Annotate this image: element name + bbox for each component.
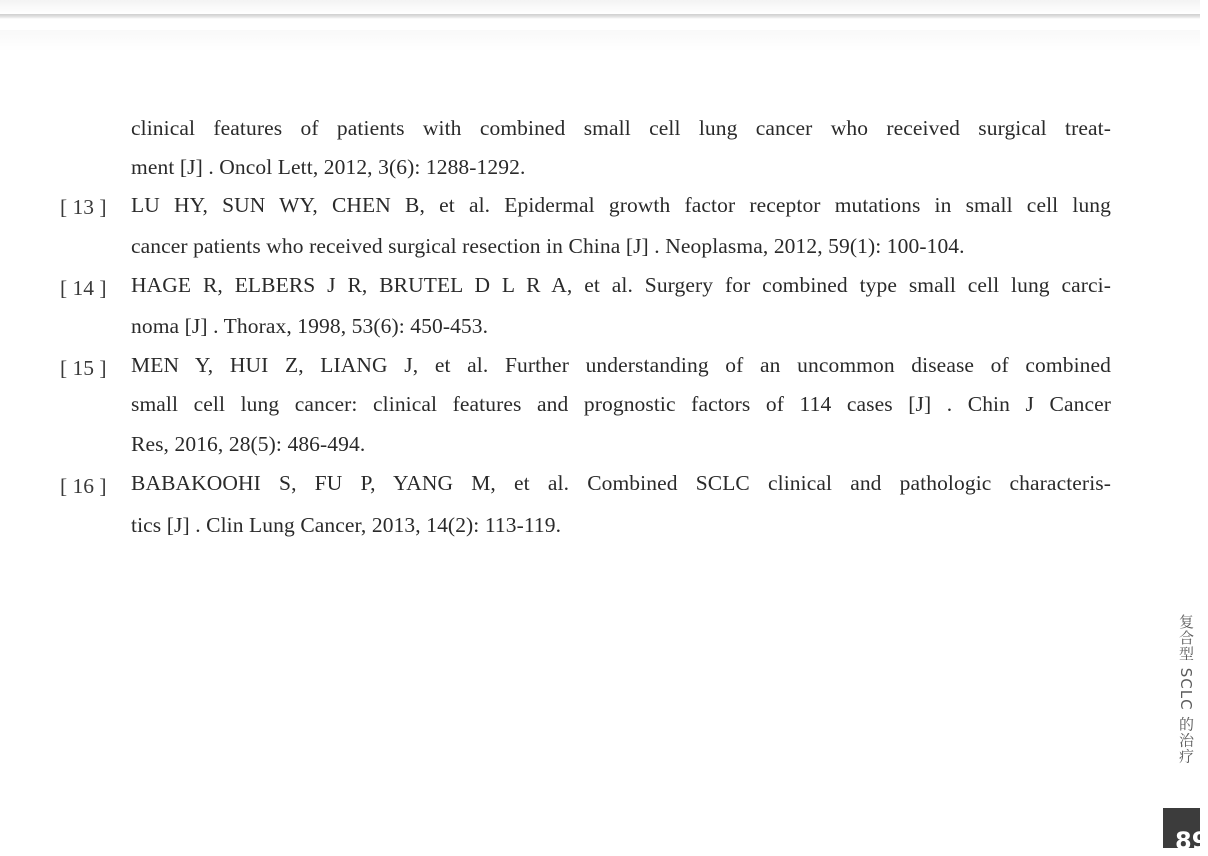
reference-line: HAGE R, ELBERS J R, BRUTEL D L R A, et al. Surgery for combined type small cell lung carci- [131, 273, 1111, 297]
reference-line: ment [J] . Oncol Lett, 2012, 3(6): 1288-1292. [131, 155, 526, 179]
reference-line: Res, 2016, 28(5): 486-494. [131, 432, 366, 456]
chapter-side-title: 复合型 SCLC 的治疗 [1177, 614, 1195, 765]
reference-line: clinical features of patients with combined small cell lung cancer who received surgical treat- [131, 116, 1111, 140]
header-shadow [0, 30, 1200, 52]
page-number: 89 [1175, 827, 1208, 855]
reference-number: [ 16 ] [60, 474, 107, 498]
reference-line: tics [J] . Clin Lung Cancer, 2013, 14(2): 113-119. [131, 513, 562, 537]
reference-number: [ 14 ] [60, 276, 107, 300]
reference-number: [ 15 ] [60, 356, 107, 380]
page-number-tab [1163, 808, 1208, 855]
reference-line: small cell lung cancer: clinical features and prognostic factors of 114 cases [J] . Chin J Cancer [131, 392, 1111, 416]
reference-line: BABAKOOHI S, FU P, YANG M, et al. Combined SCLC clinical and pathologic characteris- [131, 471, 1111, 495]
reference-line: MEN Y, HUI Z, LIANG J, et al. Further understanding of an uncommon disease of combined [131, 353, 1111, 377]
reference-line: noma [J] . Thorax, 1998, 53(6): 450-453. [131, 314, 489, 338]
header-rule [0, 14, 1200, 19]
reference-number: [ 13 ] [60, 195, 107, 219]
reference-line: LU HY, SUN WY, CHEN B, et al. Epidermal growth factor receptor mutations in small cell lung [131, 193, 1111, 217]
reference-line: cancer patients who received surgical resection in China [J] . Neoplasma, 2012, 59(1): 100-104. [131, 234, 965, 258]
